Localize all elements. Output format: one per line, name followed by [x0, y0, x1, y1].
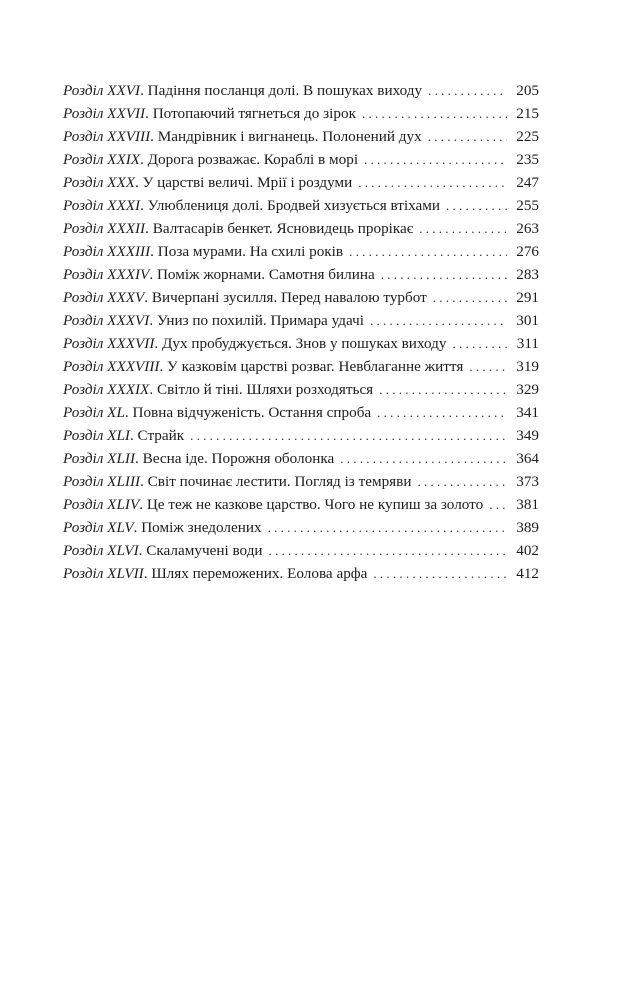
toc-entry	[63, 194, 539, 217]
chapter-title: . У царстві величі. Мрії і роздуми	[135, 174, 353, 191]
toc-entry	[63, 79, 539, 102]
page-number: 283	[516, 266, 539, 283]
toc-entry	[63, 102, 539, 125]
dot-leader	[489, 493, 507, 516]
dot-leader	[469, 355, 507, 378]
dot-leader	[379, 378, 507, 401]
toc-entry	[63, 401, 539, 424]
page-number: 329	[516, 381, 539, 398]
chapter-title: . Поміж жорнами. Самотня билина	[149, 266, 375, 283]
chapter-title: . Світло й тіні. Шляхи розходяться	[149, 381, 374, 398]
chapter-title: . Скаламучені води	[138, 542, 263, 559]
page-number: 225	[516, 128, 539, 145]
page-number: 205	[516, 82, 539, 99]
dot-leader	[377, 401, 507, 424]
page-number: 319	[516, 358, 539, 375]
dot-leader	[381, 263, 507, 286]
page-number: 381	[516, 496, 539, 513]
toc-entry	[63, 286, 539, 309]
page-number: 373	[516, 473, 539, 490]
dot-leader	[358, 171, 507, 194]
chapter-title: . Дух пробуджується. Знов у пошуках виходу	[154, 335, 447, 352]
page-number: 247	[516, 174, 539, 191]
chapter-label: Розділ XLVII	[63, 565, 144, 582]
chapter-label: Розділ XXXII	[63, 220, 146, 237]
chapter-label: Розділ XXXVIII	[63, 358, 160, 375]
chapter-label: Розділ XXXI	[63, 197, 141, 214]
toc-entry	[63, 539, 539, 562]
toc-entry	[63, 217, 539, 240]
chapter-label: Розділ XLVI	[63, 542, 139, 559]
chapter-title: . Світ починає лестити. Погляд із темряви	[140, 473, 412, 490]
chapter-label: Розділ XLIV	[63, 496, 140, 513]
toc-entry	[63, 516, 539, 539]
page-number: 412	[516, 565, 539, 582]
page-number: 402	[516, 542, 539, 559]
dot-leader	[373, 562, 507, 585]
chapter-title: . Дорога розважає. Кораблі в морі	[140, 151, 359, 168]
chapter-label: Розділ XXVIII	[63, 128, 151, 145]
toc-entry	[63, 355, 539, 378]
chapter-label: Розділ XLV	[63, 519, 134, 536]
chapter-title: . Униз по похилій. Примара удачі	[149, 312, 364, 329]
toc-entry	[63, 447, 539, 470]
chapter-label: Розділ XLII	[63, 450, 136, 467]
dot-leader	[428, 125, 507, 148]
dot-leader	[268, 516, 507, 539]
chapter-title: . Поміж знедолених	[133, 519, 262, 536]
chapter-title: . Поза мурами. На схилі років	[150, 243, 344, 260]
chapter-title: . Падіння посланця долі. В пошуках виходу	[140, 82, 423, 99]
page-number: 301	[516, 312, 539, 329]
toc-entry	[63, 148, 539, 171]
chapter-title: . У казковім царстві розваг. Невблаганне життя	[159, 358, 464, 375]
dot-leader	[446, 194, 507, 217]
chapter-title: . Вичерпані зусилля. Перед навалою турбот	[144, 289, 427, 306]
chapter-label: Розділ XXX	[63, 174, 135, 191]
page-number: 291	[516, 289, 539, 306]
dot-leader	[362, 102, 507, 125]
chapter-label: Розділ XLIII	[63, 473, 141, 490]
chapter-label: Розділ XXXVI	[63, 312, 150, 329]
page-number: 364	[516, 450, 539, 467]
page-number: 389	[516, 519, 539, 536]
chapter-title: . Весна іде. Порожня оболонка	[135, 450, 335, 467]
dot-leader	[452, 332, 507, 355]
toc-entry	[63, 309, 539, 332]
chapter-label: Розділ XL	[63, 404, 125, 421]
chapter-label: Розділ XXIX	[63, 151, 141, 168]
chapter-label: Розділ XXXIV	[63, 266, 150, 283]
chapter-label: Розділ XXXV	[63, 289, 145, 306]
chapter-label: Розділ XLI	[63, 427, 130, 444]
chapter-label: Розділ XXVII	[63, 105, 146, 122]
toc-entry	[63, 125, 539, 148]
toc-entry	[63, 332, 539, 355]
chapter-title: . Повна відчуженість. Остання спроба	[124, 404, 372, 421]
page-number: 349	[516, 427, 539, 444]
chapter-title: . Потопаючий тягнеться до зірок	[145, 105, 356, 122]
dot-leader	[364, 148, 507, 171]
toc-entry	[63, 424, 539, 447]
toc-entry	[63, 470, 539, 493]
page-number: 235	[516, 151, 539, 168]
page-number: 341	[516, 404, 539, 421]
page-number: 311	[516, 335, 539, 352]
chapter-title: . Мандрівник і вигнанець. Полонений дух	[150, 128, 422, 145]
chapter-title: . Улюблениця долі. Бродвей хизується втіхами	[140, 197, 441, 214]
page-number: 255	[516, 197, 539, 214]
toc-entry	[63, 240, 539, 263]
page-number: 263	[516, 220, 539, 237]
dot-leader	[428, 79, 507, 102]
toc-entry	[63, 493, 539, 516]
page-number: 276	[516, 243, 539, 260]
dot-leader	[340, 447, 507, 470]
table-of-contents	[63, 79, 539, 585]
dot-leader	[190, 424, 507, 447]
toc-entry	[63, 171, 539, 194]
chapter-title: . Валтасарів бенкет. Ясновидець прорікає	[145, 220, 414, 237]
toc-entry	[63, 562, 539, 585]
dot-leader	[419, 217, 507, 240]
toc-entry	[63, 263, 539, 286]
chapter-label: Розділ XXXVII	[63, 335, 155, 352]
dot-leader	[349, 240, 507, 263]
dot-leader	[269, 539, 507, 562]
dot-leader	[370, 309, 507, 332]
page-number: 215	[516, 105, 539, 122]
chapter-title: . Шлях переможених. Еолова арфа	[143, 565, 368, 582]
toc-entry	[63, 378, 539, 401]
chapter-title: . Страйк	[129, 427, 185, 444]
chapter-label: Розділ XXVI	[63, 82, 141, 99]
chapter-label: Розділ XXXIX	[63, 381, 150, 398]
chapter-title: . Це теж не казкове царство. Чого не купиш за золото	[139, 496, 484, 513]
dot-leader	[433, 286, 507, 309]
dot-leader	[417, 470, 507, 493]
chapter-label: Розділ XXXIII	[63, 243, 151, 260]
